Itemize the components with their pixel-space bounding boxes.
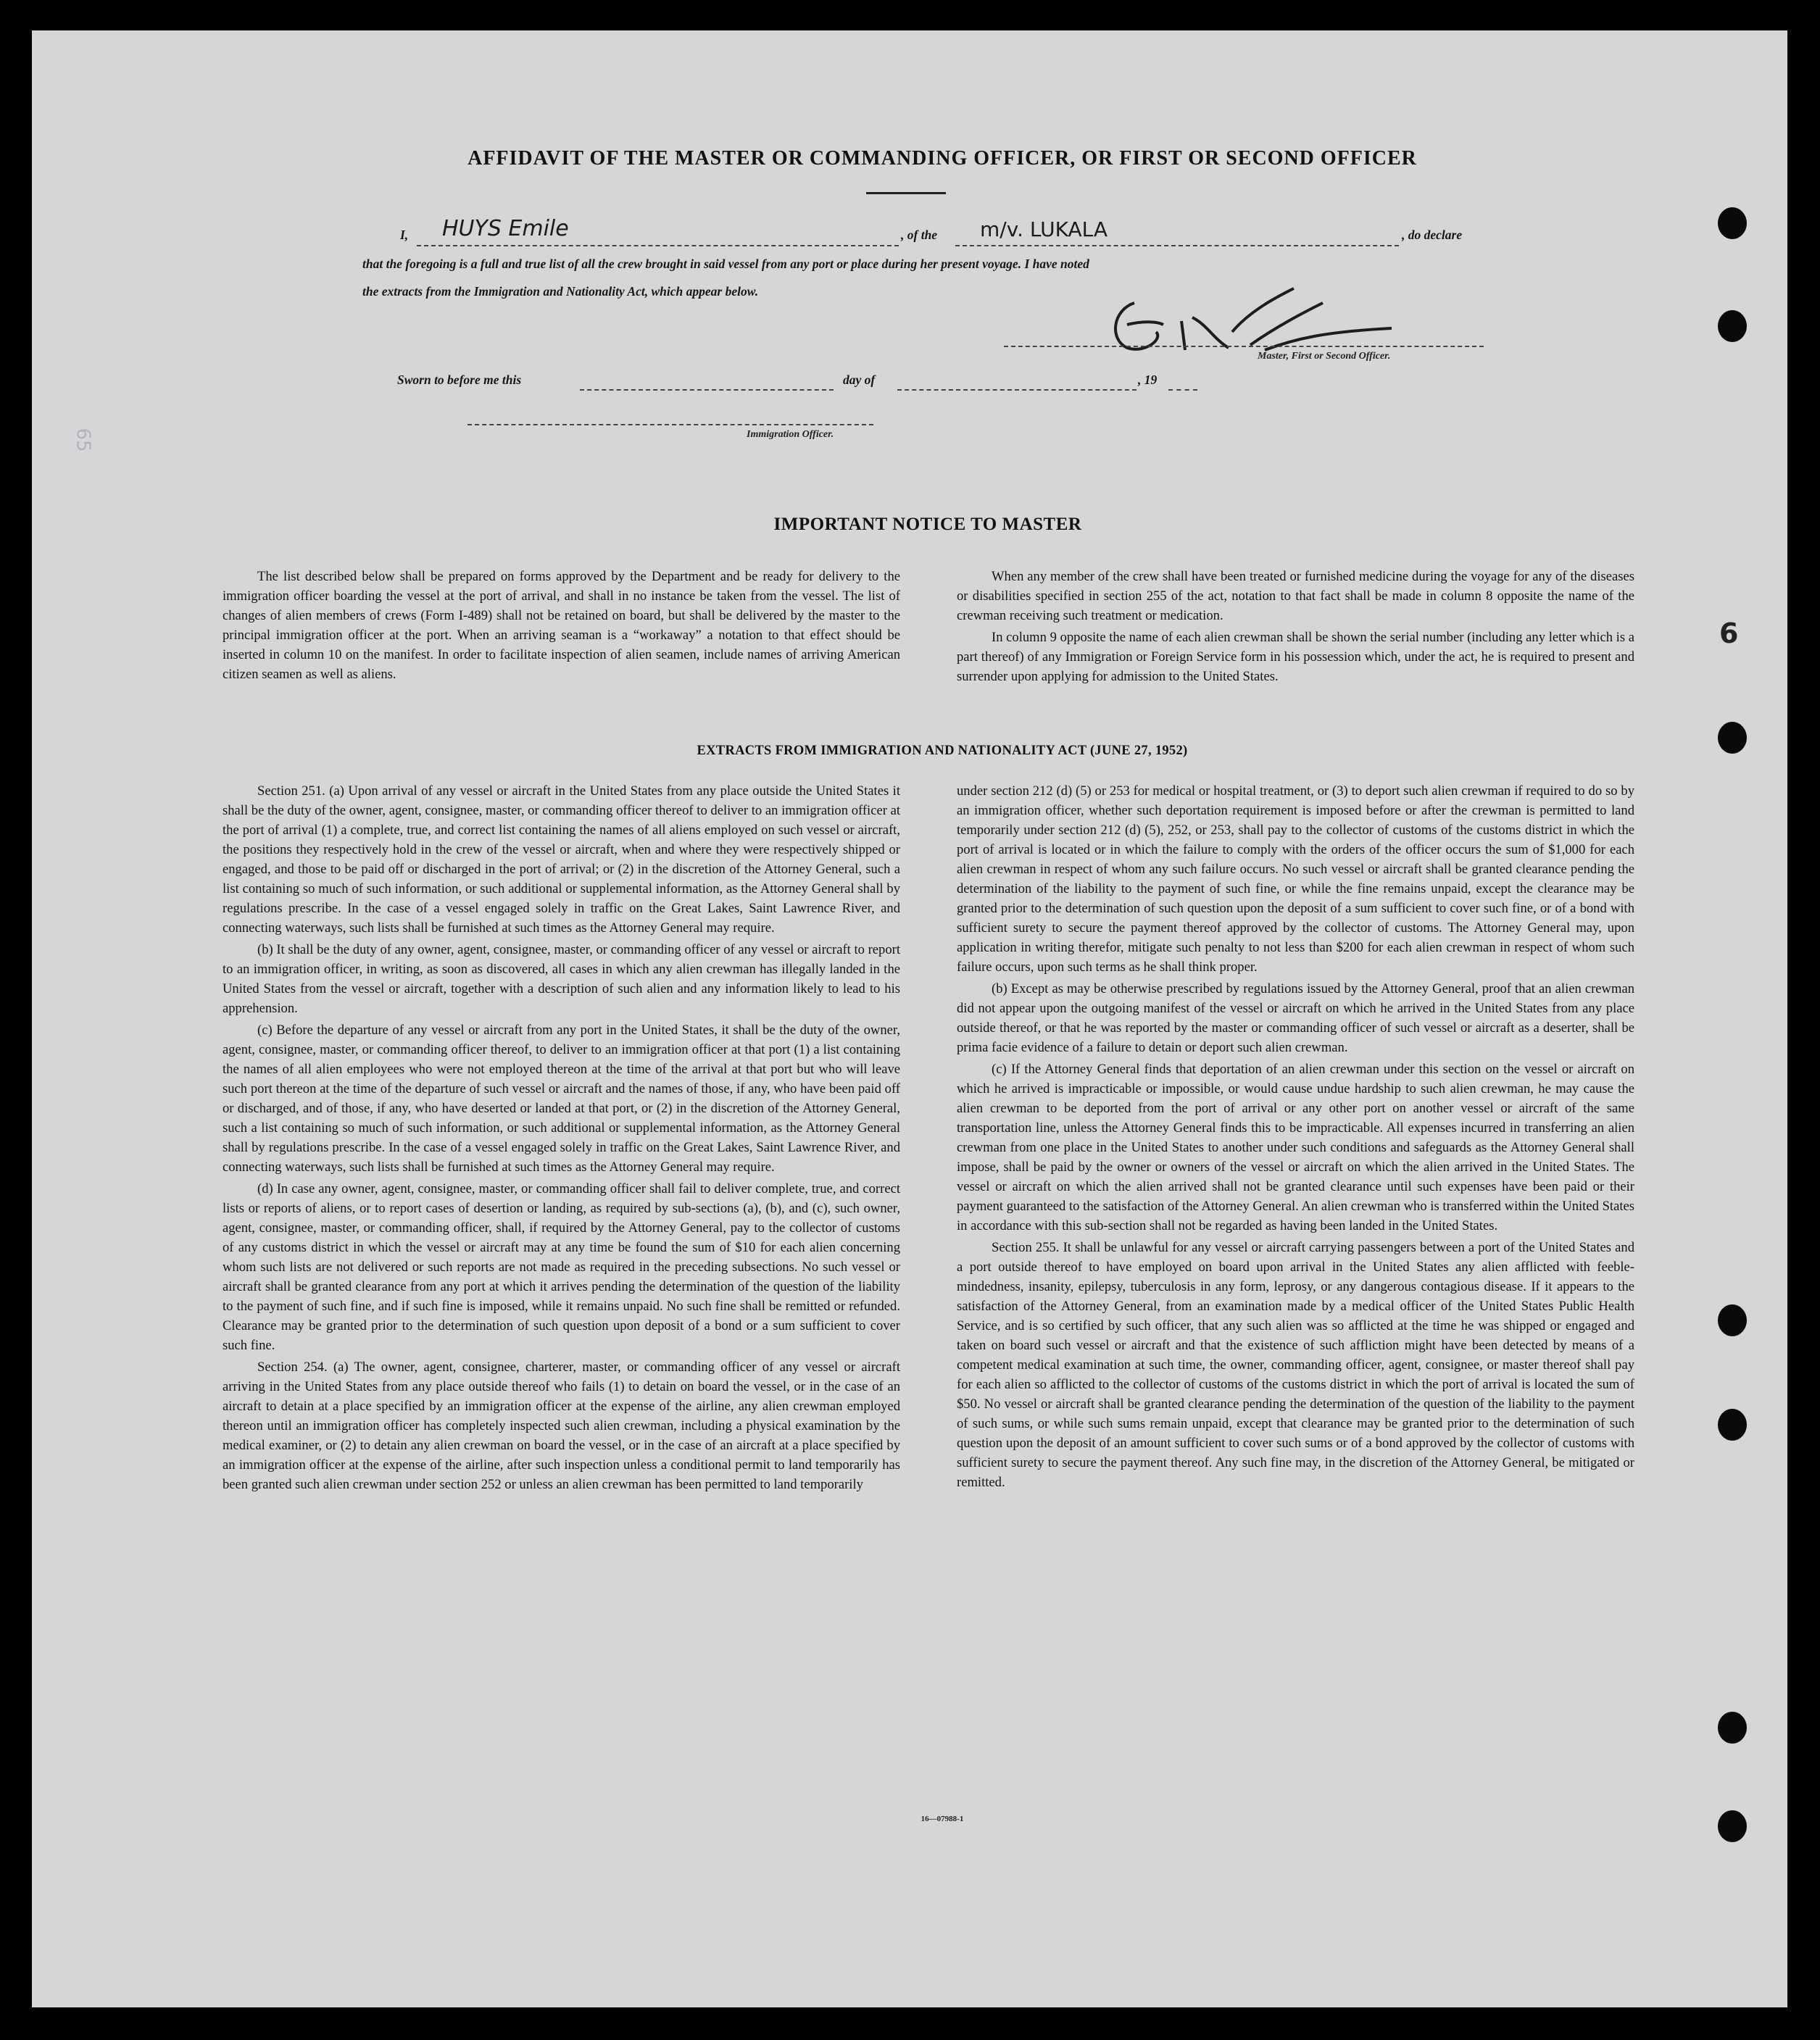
day-of-label: day of: [843, 372, 876, 387]
name-field-line: [417, 245, 899, 246]
title-divider: [866, 192, 946, 194]
affidavit-title: AFFIDAVIT OF THE MASTER OR COMMANDING OFFICER, OR FIRST OR SECOND OFFICER: [468, 147, 1417, 170]
section-251-b: (b) It shall be the duty of any owner, agent, consignee, master, or commanding officer of any vessel or aircraft to report to an immigration officer, in writing, as soon as discovered, all cases in which any alien crewman has illegally landed in the United States from the vessel or aircraft, together with a description of such alien and any information likely to lead to his apprehension.: [223, 942, 900, 1016]
vessel-field-line: [955, 245, 1399, 246]
binder-hole: [1718, 1304, 1747, 1336]
immigration-officer-label: Immigration Officer.: [747, 429, 834, 440]
sworn-month-line: [897, 389, 1137, 391]
notice-right-column: [957, 567, 1634, 688]
declare-label: , do declare: [1402, 228, 1463, 242]
margin-handwritten-mark: 6: [1719, 617, 1739, 649]
section-251-c: (c) Before the departure of any vessel or aircraft from any port in the United States, it shall be the duty of the owner, agent, consignee, master, or commanding officer thereof, to deliver to an immigration officer at that port (1) a list containing the names of all alien employees who were not employed thereon at the time of the arrival at that port but who will leave such port thereon at the time of the departure of such vessel or aircraft and the names of those, if any, who have been paid off or discharged, and of those, if any, who have deserted or landed at that port, or (2) in the discretion of the Attorney General, such a list containing so much of such information, or such additional or supplemental information, as the Attorney General shall by regulations prescribe. In the case of a vessel engaged solely in traffic on the Great Lakes, Saint Lawrence River, and connecting waterways, such lists shall be furnished at such times as the Attorney General may require.: [223, 1023, 900, 1175]
notice-left-column: [223, 567, 900, 686]
binder-hole: [1718, 1810, 1747, 1842]
section-254-a-continued: under section 212 (d) (5) or 253 for medical or hospital treatment, or (3) to deport such alien crewman if required to do so by an immigration officer, whether such deportation requirement is imposed before or after the crewman is permitted to land temporarily under section 212 (d) (5), 252, or 253, shall pay to the collector of customs of the customs district in which the port of arrival is located or in which the failure to comply with the orders of the officer occurs the sum of $1,000 for each alien crewman in respect of whom any such failure occurs. No such vessel or aircraft shall be granted clearance pending the determination of the liability to the payment of such fine, or while the fine remains unpaid, except the clearance may be granted prior to the determination of such question upon the deposit of a sum sufficient to cover such fine, or of a bond with sufficient surety to secure the payment thereof approved by the collector of customs. The Attorney General may, upon application in writing therefor, mitigate such penalty to not less than $200 for each alien crewman in respect of whom such failure occurs, upon such terms as he shall think proper.: [957, 783, 1634, 975]
declaration-line-3: the extracts from the Immigration and Nationality Act, which appear below.: [362, 284, 759, 299]
extracts-right-column: [957, 781, 1634, 1494]
notice-title: IMPORTANT NOTICE TO MASTER: [773, 515, 1082, 534]
binder-hole: [1718, 1409, 1747, 1441]
sworn-year-line: [1168, 389, 1197, 391]
section-251-a: Section 251. (a) Upon arrival of any vessel or aircraft in the United States from any place outside the United States it shall be the duty of the owner, agent, consignee, master, or commanding officer thereof to deliver to an immigration officer at the port of arrival (1) a complete, true, and correct list containing the names of all aliens employed on such vessel or aircraft, the positions they respectively hold in the crew of the vessel or aircraft, when and where they were respectively shipped or engaged, and those to be paid off or discharged in the port of arrival; or (2) in the discretion of the Attorney General, such a list containing so much of such information, or such additional or supplemental information, as the Attorney General shall by regulations prescribe. In the case of a vessel engaged solely in traffic on the Great Lakes, Saint Lawrence River, and connecting waterways, such lists shall be furnished at such times as the Attorney General may require.: [223, 783, 900, 936]
section-251-d: (d) In case any owner, agent, consignee, master, or commanding officer shall fail to deliver complete, true, and correct lists or reports of aliens, or to report cases of desertion or landing, as required by sub-sections (a), (b), and (c), such owner, agent, consignee, master, or commanding officer, shall, if required by the Attorney General, pay to the collector of customs of any customs district in which the vessel or aircraft may at any time be found the sum of $10 for each alien concerning whom such lists are not delivered or such reports are not made as required in the preceding subsections. No such vessel or aircraft shall be granted clearance from any port at which it arrives pending the determination of the question of the liability to the payment of such fine, and if such fine is imposed, while it remains unpaid. No such fine shall be remitted or refunded. Clearance may be granted prior to the determination of such question upon deposit of a bond or a sum sufficient to cover such fine.: [223, 1181, 900, 1353]
notice-paragraph: In column 9 opposite the name of each alien crewman shall be shown the serial number (including any letter which is a part thereof) of any Immigration or Foreign Service form in his possession which, under the act, he is required to present and surrender upon applying for admission to the United States.: [957, 630, 1634, 684]
sworn-label: Sworn to before me this: [397, 372, 522, 387]
of-the-label: , of the: [901, 228, 938, 242]
signature-initials: EH: [1109, 362, 1110, 363]
form-number: 16—07988-1: [921, 1815, 964, 1823]
binder-hole: [1718, 310, 1747, 342]
notice-paragraph: When any member of the crew shall have been treated or furnished medicine during the voyage for any of the diseases or disabilities specified in section 255 of the act, notation to that fact shall be made in column 8 opposite the name of the crewman receiving such treatment or medication.: [957, 569, 1634, 623]
signature-line: [1004, 346, 1484, 347]
margin-page-number: 65: [72, 428, 94, 452]
notice-paragraph: The list described below shall be prepared on forms approved by the Department and be ready for delivery to the immigration officer boarding the vessel at the port of arrival, and shall in no instance be taken from the vessel. The list of changes of alien members of crews (Form I-489) shall not be retained on board, but shall be delivered by the master to the principal immigration officer at the port. When an arriving seaman is a “workaway” a notation to that effect should be inserted in column 10 on the manifest. In order to facilitate inspection of alien seamen, include names of arriving American citizen seamen as well as aliens.: [223, 569, 900, 682]
immigration-officer-line: [468, 424, 873, 425]
section-254-c: (c) If the Attorney General finds that deportation of an alien crewman under this section on the vessel or aircraft on which he arrived is impracticable or impossible, or would cause undue hardship to such alien crewman, he may cause the alien crewman to be deported from the port of arrival or any other port on another vessel or aircraft of the same transportation line, unless the Attorney General finds this to be impracticable. All expenses incurred in transferring an alien crewman from one place in the United States to another under such conditions and safeguards as the Attorney General shall impose, shall be paid by the owner or owners of the vessel or aircraft on which the alien arrived in the United States. The vessel or aircraft on which the alien arrived shall not be granted clearance until such expenses have been paid or their payment guaranteed to the satisfaction of the Attorney General. An alien crewman who is transferred within the United States in accordance with this sub-section shall not be regarded as having been landed in the United States.: [957, 1062, 1634, 1233]
sworn-day-line: [580, 389, 834, 391]
binder-hole: [1718, 1712, 1747, 1744]
i-label: I,: [400, 228, 409, 242]
vessel-name-field: m/v. LUKALA: [980, 217, 1108, 241]
section-254-a: Section 254. (a) The owner, agent, consignee, charterer, master, or commanding officer of any vessel or aircraft arriving in the United States from any place outside thereof who fails (1) to detain on board the vessel, or in the case of an aircraft to detain at a place specified by an immigration officer at the expense of the airline, any alien crewman employed thereon until an immigration officer has completely inspected such alien crewman, including a physical examination by the medical examiner, or (2) to detain any alien crewman on board the vessel, or in the case of an aircraft at a place specified by an immigration officer at the expense of the airline, after such inspection unless a conditional permit to land temporarily has been granted such alien crewman under section 252 or unless an alien crewman has been permitted to land temporarily: [223, 1360, 900, 1492]
extracts-title: EXTRACTS FROM IMMIGRATION AND NATIONALITY ACT (JUNE 27, 1952): [697, 744, 1188, 758]
binder-hole: [1718, 207, 1747, 239]
section-255: Section 255. It shall be unlawful for any vessel or aircraft carrying passengers between a port of the United States and a port outside thereof to have employed on board upon arrival in the United States any alien afflicted with feeble-mindedness, insanity, epilepsy, tuberculosis in any form, leprosy, or any dangerous contagious disease. If it appears to the satisfaction of the Attorney General, from an examination made by a medical officer of the United States Public Health Service, and is so certified by such officer, that any such alien was so afflicted at the time he was shipped or engaged and taken on board such vessel or aircraft and that the existence of such affliction might have been detected by means of a competent medical examination at such time, the owner, commanding officer, agent, consignee, or master thereof shall pay for each alien so afflicted to the collector of customs of the customs district in which the port of arrival is located the sum of $50. No vessel or aircraft shall be granted clearance pending the determination of the question of the liability to the payment of such sums, or while such sums remain unpaid, except that clearance may be granted prior to the determination of such question upon the deposit of an amount sufficient to cover such sums or of a bond approved by the collector of customs with sufficient surety to secure the payment thereof. Any such fine may, in the discretion of the Attorney General, be mitigated or remitted.: [957, 1240, 1634, 1490]
master-name-field: HUYS Emile: [442, 216, 569, 241]
section-254-b: (b) Except as may be otherwise prescribed by regulations issued by the Attorney General, proof that an alien crewman did not appear upon the outgoing manifest of the vessel or aircraft on which he arrived in the United States from any place outside thereof, or that he was reported by the master or commanding officer of such vessel or aircraft as a deserter, shall be prima facie evidence of a failure to detain or deport such alien crewman.: [957, 981, 1634, 1055]
master-signature-label: Master, First or Second Officer.: [1258, 351, 1391, 362]
binder-hole: [1718, 722, 1747, 754]
year-label: , 19: [1138, 372, 1158, 387]
extracts-left-column: [223, 781, 900, 1496]
declaration-line-2: that the foregoing is a full and true list of all the crew brought in said vessel from any port or place during her present voyage. I have noted: [362, 257, 1089, 271]
